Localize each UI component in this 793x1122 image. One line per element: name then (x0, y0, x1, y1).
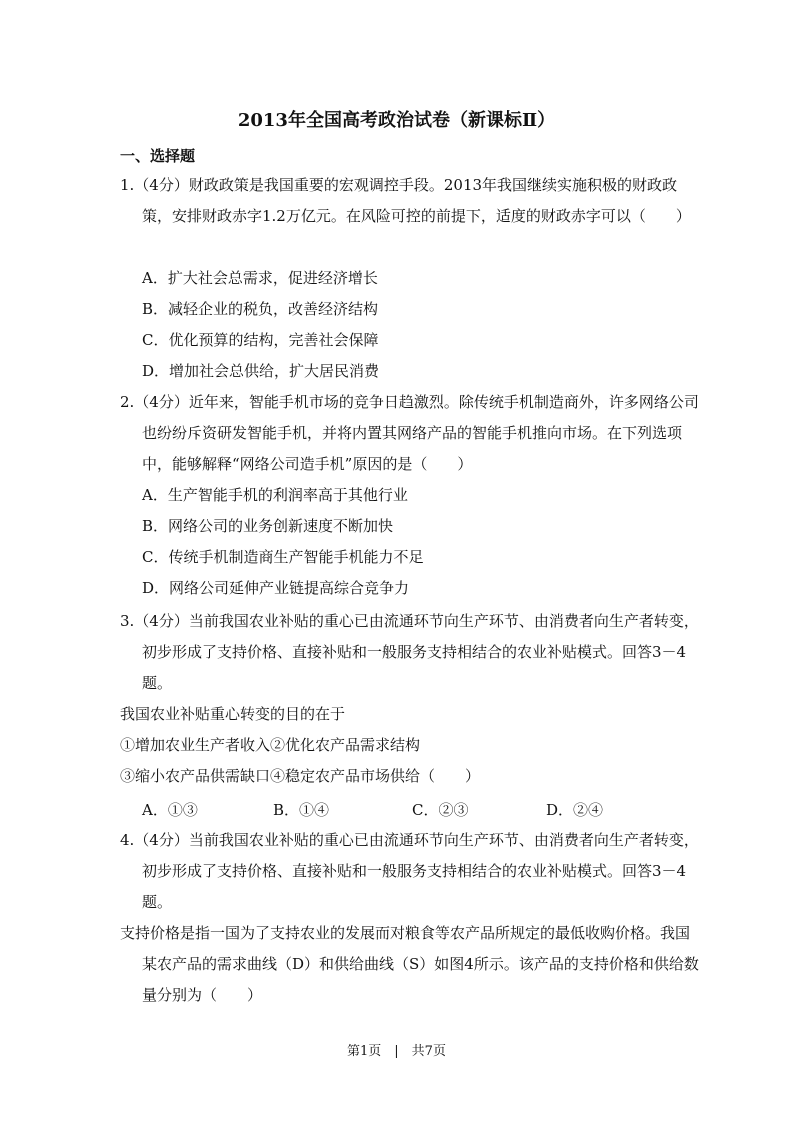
question-1-stem: 1.（4分）财政政策是我国重要的宏观调控手段。2013年我国继续实施积极的财政政策，安排财政赤字1.2万亿元。在风险可控的前提下，适度的财政赤字可以（ ） (120, 176, 691, 225)
page-footer: 第1页 | 共7页 (347, 1044, 446, 1059)
question-1-option-a: A．扩大社会总需求，促进经济增长 (142, 269, 378, 287)
question-3-item-2: ③缩小农产品供需缺口④稳定农产品市场供给（ ） (120, 767, 481, 785)
question-2-option-c: C．传统手机制造商生产智能手机能力不足 (142, 548, 424, 566)
question-3-option-a: A．①③ (142, 801, 198, 819)
question-3-options (142, 799, 662, 819)
question-3-option-b: B．①④ (273, 801, 330, 819)
question-3-option-c: C．②③ (412, 801, 469, 819)
question-2-option-d: D．网络公司延伸产业链提高综合竞争力 (142, 579, 410, 597)
question-1-option-d: D．增加社会总供给，扩大居民消费 (142, 362, 380, 380)
question-3-stem: 3.（4分）当前我国农业补贴的重心已由流通环节向生产环节、由消费者向生产者转变，初步形成了支持价格、直接补贴和一般服务支持相结合的农业补贴模式。回答3－4题。 (120, 612, 699, 692)
question-2-option-a: A．生产智能手机的利润率高于其他行业 (142, 486, 408, 504)
question-3-option-d: D．②④ (546, 801, 604, 819)
page-title: 2013年全国高考政治试卷（新课标Ⅱ） (237, 110, 556, 131)
question-4-sub: 支持价格是指一国为了支持农业的发展而对粮食等农产品所规定的最低收购价格。我国某农产品的需求曲线（D）和供给曲线（S）如图4所示。该产品的支持价格和供给数量分别为（ ） (120, 924, 699, 1004)
question-1-option-b: B．减轻企业的税负，改善经济结构 (142, 300, 379, 318)
question-4-stem: 4.（4分）当前我国农业补贴的重心已由流通环节向生产环节、由消费者向生产者转变，初步形成了支持价格、直接补贴和一般服务支持相结合的农业补贴模式。回答3－4题。 (120, 831, 699, 911)
question-3-sub: 我国农业补贴重心转变的目的在于 (120, 705, 346, 723)
question-2-option-b: B．网络公司的业务创新速度不断加快 (142, 517, 394, 535)
question-3-item-1: ①增加农业生产者收入②优化农产品需求结构 (120, 736, 421, 754)
question-1-option-c: C．优化预算的结构，完善社会保障 (142, 331, 379, 349)
section-heading: 一、选择题 (120, 147, 196, 165)
question-2-stem: 2.（4分）近年来，智能手机市场的竞争日趋激烈。除传统手机制造商外，许多网络公司也纷纷斥资研发智能手机，并将内置其网络产品的智能手机推向市场。在下列选项中，能够解释“网络公司造手机”原因的是（ ） (120, 393, 699, 473)
